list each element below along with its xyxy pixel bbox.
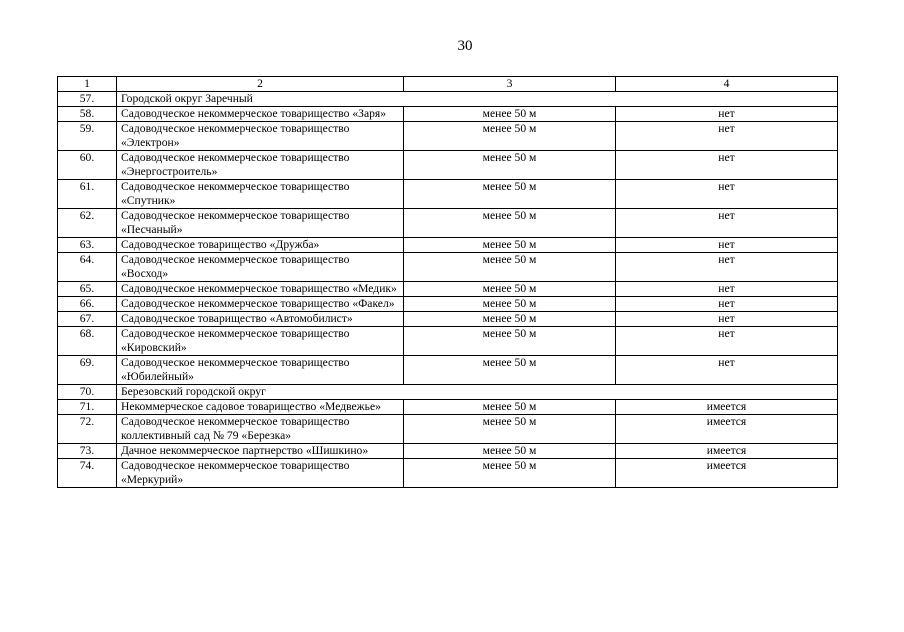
section-title: Городской округ Заречный (117, 92, 838, 107)
distance-cell: менее 50 м (404, 327, 616, 356)
row-number: 68. (58, 327, 117, 356)
distance-cell: менее 50 м (404, 356, 616, 385)
section-row (58, 92, 838, 107)
row-number: 74. (58, 459, 117, 488)
row-number: 67. (58, 312, 117, 327)
status-cell: имеется (616, 459, 838, 488)
status-cell: имеется (616, 444, 838, 459)
row-number: 59. (58, 122, 117, 151)
table-row (58, 238, 838, 253)
distance-cell: менее 50 м (404, 180, 616, 209)
distance-cell: менее 50 м (404, 122, 616, 151)
table-row (58, 107, 838, 122)
row-number: 66. (58, 297, 117, 312)
row-number: 60. (58, 151, 117, 180)
table-row (58, 400, 838, 415)
distance-cell: менее 50 м (404, 459, 616, 488)
status-cell: имеется (616, 400, 838, 415)
table-row (58, 151, 838, 180)
organization-name: Садоводческое некоммерческое товарищество «Электрон» (117, 122, 404, 151)
organization-name: Садоводческое некоммерческое товарищество «Медик» (117, 282, 404, 297)
row-number: 70. (58, 385, 117, 400)
status-cell: нет (616, 297, 838, 312)
organization-name: Дачное некоммерческое партнерство «Шишкино» (117, 444, 404, 459)
status-cell: нет (616, 312, 838, 327)
organization-name: Садоводческое некоммерческое товарищество коллективный сад № 79 «Березка» (117, 415, 404, 444)
page-number: 30 (457, 38, 473, 54)
row-number: 71. (58, 400, 117, 415)
organization-name: Садоводческое некоммерческое товарищество «Кировский» (117, 327, 404, 356)
status-cell: нет (616, 282, 838, 297)
status-cell: нет (616, 356, 838, 385)
row-number: 58. (58, 107, 117, 122)
distance-cell: менее 50 м (404, 415, 616, 444)
organization-name: Садоводческое некоммерческое товарищество «Энергостроитель» (117, 151, 404, 180)
table-row (58, 122, 838, 151)
status-cell: нет (616, 209, 838, 238)
table-row (58, 180, 838, 209)
column-header: 4 (616, 77, 838, 92)
row-number: 69. (58, 356, 117, 385)
status-cell: нет (616, 327, 838, 356)
table-row (58, 444, 838, 459)
distance-cell: менее 50 м (404, 444, 616, 459)
table-row (58, 209, 838, 238)
distance-cell: менее 50 м (404, 253, 616, 282)
status-cell: имеется (616, 415, 838, 444)
status-cell: нет (616, 180, 838, 209)
distance-cell: менее 50 м (404, 107, 616, 122)
table-header-row (58, 77, 838, 92)
row-number: 63. (58, 238, 117, 253)
distance-cell: менее 50 м (404, 282, 616, 297)
organization-name: Садоводческое товарищество «Автомобилист» (117, 312, 404, 327)
distance-cell: менее 50 м (404, 209, 616, 238)
row-number: 73. (58, 444, 117, 459)
section-title: Березовский городской округ (117, 385, 838, 400)
row-number: 72. (58, 415, 117, 444)
row-number: 65. (58, 282, 117, 297)
organization-name: Садоводческое некоммерческое товарищество «Спутник» (117, 180, 404, 209)
distance-cell: менее 50 м (404, 312, 616, 327)
data-table (57, 76, 838, 488)
organization-name: Садоводческое товарищество «Дружба» (117, 238, 404, 253)
organization-name: Садоводческое некоммерческое товарищество «Восход» (117, 253, 404, 282)
distance-cell: менее 50 м (404, 400, 616, 415)
row-number: 57. (58, 92, 117, 107)
organization-name: Садоводческое некоммерческое товарищество «Юбилейный» (117, 356, 404, 385)
organization-name: Садоводческое некоммерческое товарищество «Факел» (117, 297, 404, 312)
table-row (58, 327, 838, 356)
status-cell: нет (616, 151, 838, 180)
table-row (58, 297, 838, 312)
distance-cell: менее 50 м (404, 238, 616, 253)
row-number: 64. (58, 253, 117, 282)
distance-cell: менее 50 м (404, 151, 616, 180)
status-cell: нет (616, 107, 838, 122)
column-header: 1 (58, 77, 117, 92)
row-number: 61. (58, 180, 117, 209)
status-cell: нет (616, 238, 838, 253)
section-row (58, 385, 838, 400)
table-row (58, 356, 838, 385)
table-row (58, 253, 838, 282)
table-row (58, 415, 838, 444)
column-header: 2 (117, 77, 404, 92)
distance-cell: менее 50 м (404, 297, 616, 312)
table-row (58, 282, 838, 297)
organization-name: Садоводческое некоммерческое товарищество «Меркурий» (117, 459, 404, 488)
table-row (58, 459, 838, 488)
organization-name: Некоммерческое садовое товарищество «Медвежье» (117, 400, 404, 415)
row-number: 62. (58, 209, 117, 238)
table-row (58, 312, 838, 327)
status-cell: нет (616, 122, 838, 151)
organization-name: Садоводческое некоммерческое товарищество «Песчаный» (117, 209, 404, 238)
organization-name: Садоводческое некоммерческое товарищество «Заря» (117, 107, 404, 122)
column-header: 3 (404, 77, 616, 92)
status-cell: нет (616, 253, 838, 282)
